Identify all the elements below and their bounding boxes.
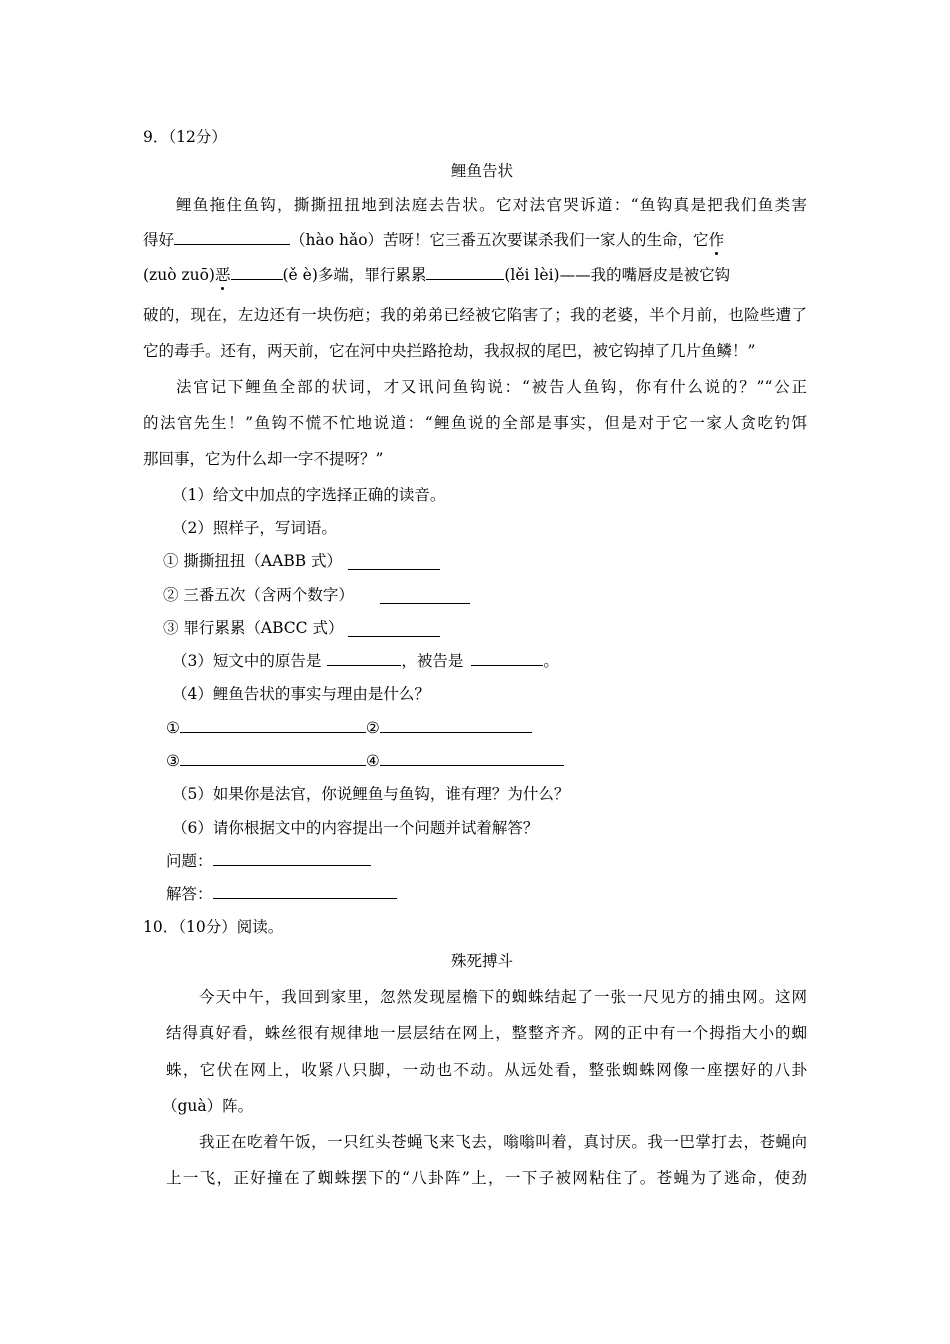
text: （hào hǎo）苦呀！它三番五次要谋杀我们一家人的生命，它 xyxy=(290,231,709,249)
q9-sub5: （5）如果你是法官，你说鲤鱼与鱼钩，谁有理？为什么？ xyxy=(172,785,570,803)
q9-p1-line5: 它的毒手。还有，两天前，它在河中央拦路抢劫，我叔叔的尾巴，被它钩掉了几片鱼鳞！” xyxy=(143,342,756,360)
q9-p1-line1: 鲤鱼拖住鱼钩，撕撕扭扭地到法庭去告状。它对法官哭诉道：“鱼钩真是把我们鱼类害 xyxy=(176,196,807,214)
answer-blank[interactable] xyxy=(348,619,440,637)
answer-blank[interactable] xyxy=(380,751,564,766)
answer-blank[interactable] xyxy=(180,751,366,766)
text: ② 三番五次（含两个数字） xyxy=(163,586,354,604)
q9-sub1: （1）给文中加点的字选择正确的读音。 xyxy=(172,486,446,504)
dotted-char: 作 xyxy=(708,231,725,249)
q9-p1-line3 xyxy=(143,265,730,285)
text: ③ xyxy=(166,752,180,770)
text: 得好 xyxy=(143,231,175,249)
q10-p1-line1: 今天中午，我回到家里，忽然发现屋檐下的蜘蛛结起了一张一尺见方的捕虫网。这网 xyxy=(199,988,807,1006)
q9-p2-line2: 的法官先生！”鱼钩不慌不忙地说道：“鲤鱼说的全部是事实，但是对于它一家人贪吃钓饵 xyxy=(143,414,807,432)
q10-p2-line2: 上一飞，正好撞在了蜘蛛摆下的“八卦阵”上，一下子被网粘住了。苍蝇为了逃命，使劲 xyxy=(166,1169,807,1187)
q9-sub4: （4）鲤鱼告状的事实与理由是什么？ xyxy=(172,685,430,703)
q10-p2-line1: 我正在吃着午饭，一只红头苍蝇飞来飞去，嗡嗡叫着，真讨厌。我一巴掌打去，苍蝇向 xyxy=(199,1133,807,1151)
text: ③ 罪行累累（ABCC 式） xyxy=(163,619,344,637)
q9-p2-line1: 法官记下鲤鱼全部的状词，才又讯问鱼钩说：“被告人鱼钩，你有什么说的？”“公正 xyxy=(176,378,807,396)
q10-p1-line2: 结得真好看，蛛丝很有规律地一层层结在网上，整整齐齐。网的正中有一个拇指大小的蜘 xyxy=(166,1024,807,1042)
answer-blank[interactable] xyxy=(174,230,290,245)
text: ，被告是 xyxy=(401,652,464,670)
q9-question-row xyxy=(166,851,371,871)
text: (zuò zuō) xyxy=(143,266,215,284)
q9-p2-line3: 那回事，它为什么却一字不提呀？” xyxy=(143,450,384,468)
text: ④ xyxy=(365,752,380,770)
answer-blank[interactable] xyxy=(471,651,543,666)
answer-blank[interactable] xyxy=(213,884,397,899)
answer-blank[interactable] xyxy=(426,265,504,280)
text: ① xyxy=(166,719,180,737)
q9-p1-line4: 破的，现在，左边还有一块伤疤；我的弟弟已经被它陷害了；我的老婆，半个月前，也险些遭了 xyxy=(143,306,807,324)
q9-sub2: （2）照样子，写词语。 xyxy=(172,519,337,537)
text: 解答： xyxy=(166,885,213,903)
text: ② xyxy=(365,719,380,737)
q9-sub2-item3 xyxy=(163,618,343,638)
text: （3）短文中的原告是 xyxy=(172,652,322,670)
q9-sub2-item2 xyxy=(163,585,354,605)
q9-p1-line2 xyxy=(143,230,807,250)
answer-blank[interactable] xyxy=(231,265,283,280)
q10-p1-line4: （guà）阵。 xyxy=(162,1097,254,1115)
text: ① 撕撕扭扭（AABB 式） xyxy=(163,552,343,570)
q9-title: 鲤鱼告状 xyxy=(451,162,514,180)
text: 问题： xyxy=(166,852,213,870)
answer-blank[interactable] xyxy=(180,718,366,733)
dotted-char: 恶 xyxy=(214,266,231,284)
q9-sub6: （6）请你根据文中的内容提出一个问题并试着解答？ xyxy=(172,819,539,837)
text: (lěi lèi)——我的嘴唇皮是被它钩 xyxy=(504,266,731,284)
answer-blank[interactable] xyxy=(327,651,401,666)
answer-blank[interactable] xyxy=(380,718,532,733)
q10-header: 10．（10分）阅读。 xyxy=(143,918,284,936)
answer-blank[interactable] xyxy=(380,586,470,604)
q9-sub4-row2 xyxy=(166,751,564,771)
q9-sub4-row1 xyxy=(166,718,532,738)
text: 。 xyxy=(543,652,559,670)
q10-title: 殊死搏斗 xyxy=(451,952,514,970)
text: (ě è)多端，罪行累累 xyxy=(282,266,427,284)
q9-header: 9．（12分） xyxy=(143,128,227,146)
q9-sub3 xyxy=(172,651,559,671)
q9-sub2-item1 xyxy=(163,551,342,571)
q9-answer-row xyxy=(166,884,397,904)
q10-p1-line3: 蛛，它伏在网上，收紧八只脚，一动也不动。从远处看，整张蜘蛛网像一座摆好的八卦 xyxy=(166,1061,807,1079)
answer-blank[interactable] xyxy=(348,552,440,570)
answer-blank[interactable] xyxy=(213,851,371,866)
